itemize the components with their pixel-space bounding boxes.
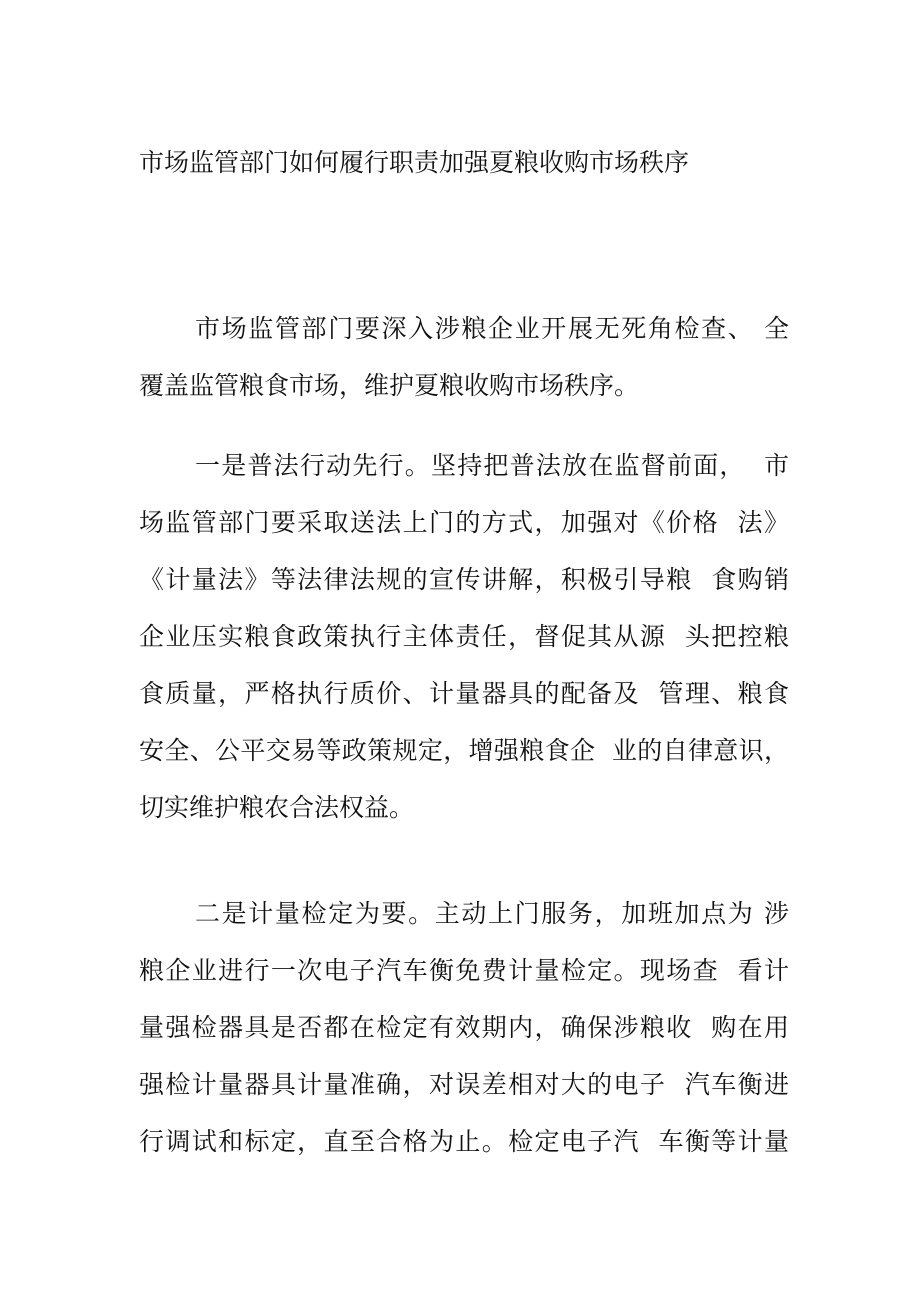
paragraph-line: 粮企业进行一次电子汽车衡免费计量检定。现场查 看计: [139, 956, 789, 985]
paragraph-line: 行调试和标定，直至合格为止。检定电子汽 车衡等计量: [139, 1127, 789, 1156]
paragraph-line: 安全、公平交易等政策规定，增强粮食企 业的自律意识，: [139, 736, 789, 765]
paragraph-line: 切实维护粮农合法权益。: [139, 793, 415, 822]
paragraph-line: 《计量法》等法律法规的宣传讲解，积极引导粮 食购销: [139, 565, 789, 594]
paragraph-line: 二是计量检定为要。主动上门服务，加班加点为 涉: [195, 899, 789, 928]
document-title: 市场监管部门如何履行职责加强夏粮收购市场秩序: [139, 148, 690, 177]
paragraph-law-promotion: [139, 437, 789, 836]
paragraph-metrology: [139, 885, 789, 1170]
paragraph-line: 企业压实粮食政策执行主体责任，督促其从源 头把控粮: [139, 622, 789, 651]
paragraph-line: 强检计量器具计量准确，对误差相对大的电子 汽车衡进: [139, 1070, 789, 1099]
paragraph-line: 食质量，严格执行质价、计量器具的配备及 管理、粮食: [139, 679, 789, 708]
paragraph-line: 市场监管部门要深入涉粮企业开展无死角检查、 全: [195, 314, 789, 343]
paragraph-line: 场监管部门要采取送法上门的方式，加强对《价格 法》: [139, 508, 789, 537]
paragraph-line: 量强检器具是否都在检定有效期内，确保涉粮收 购在用: [139, 1013, 789, 1042]
paragraph-line: 一是普法行动先行。坚持把普法放在监督前面， 市: [195, 451, 789, 480]
paragraph-line: 覆盖监管粮食市场，维护夏粮收购市场秩序。: [139, 371, 640, 400]
paragraph-intro: [139, 300, 789, 414]
